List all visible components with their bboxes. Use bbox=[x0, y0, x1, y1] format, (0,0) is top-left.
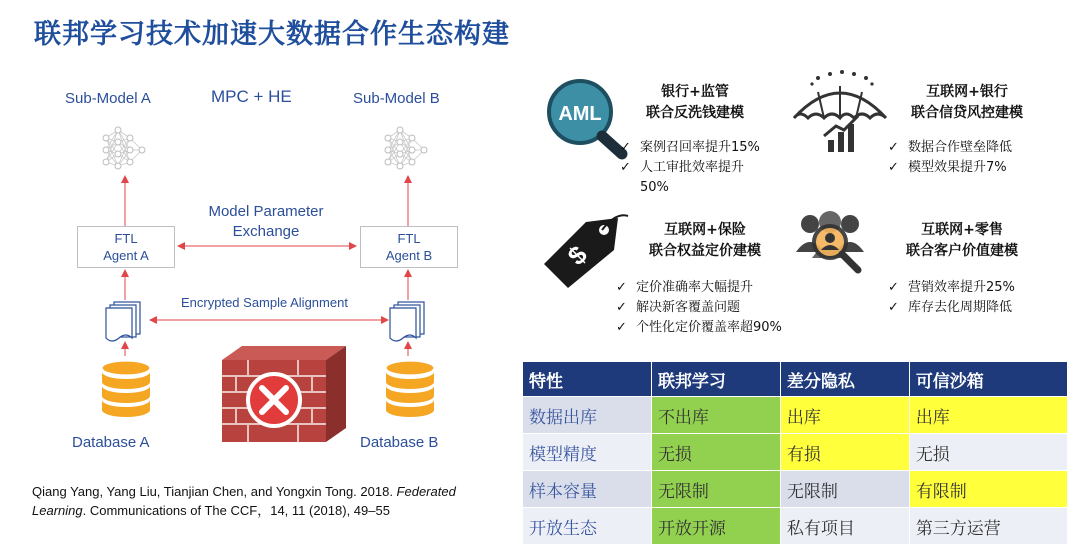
table-cell: 私有项目 bbox=[780, 508, 909, 545]
ftl-agent-a-line2: Agent A bbox=[103, 248, 149, 263]
table-cell: 无损 bbox=[909, 434, 1067, 471]
table-cell: 无损 bbox=[651, 434, 780, 471]
case-insurance-title-line2: 联合权益定价建模 bbox=[649, 243, 761, 259]
ftl-agent-b-line1: FTL bbox=[397, 231, 421, 246]
citation-title-part2: Learning bbox=[32, 503, 83, 518]
table-cell: 有损 bbox=[780, 434, 909, 471]
case-insurance-title-line1: 互联网+保险 bbox=[664, 222, 746, 238]
case-insurance-title bbox=[640, 220, 770, 262]
case-aml-title-line2: 联合反洗钱建模 bbox=[646, 105, 744, 121]
customer-search-icon bbox=[796, 208, 876, 276]
list-item: 库存去化周期降低 bbox=[908, 300, 1013, 315]
ftl-agent-b-line2: Agent B bbox=[385, 248, 433, 263]
table-cell: 无限制 bbox=[651, 471, 780, 508]
check-icon: ✓ bbox=[888, 160, 899, 175]
table-cell: 出库 bbox=[780, 397, 909, 434]
ftl-agent-a bbox=[77, 226, 175, 268]
table-cell: 无限制 bbox=[780, 471, 909, 508]
case-retail-title-line1: 互联网+零售 bbox=[921, 222, 1003, 238]
encrypted-alignment-label: Encrypted Sample Alignment bbox=[181, 295, 348, 310]
case-insurance-bullets bbox=[616, 278, 806, 338]
case-retail-bullets bbox=[888, 278, 1068, 318]
case-aml-title-line1: 银行+监管 bbox=[661, 84, 729, 100]
table-cell: 模型精度 bbox=[523, 434, 652, 471]
sub-model-b-label: Sub-Model B bbox=[353, 90, 440, 107]
database-b-label: Database B bbox=[360, 434, 439, 451]
aml-magnifier-icon bbox=[540, 78, 632, 160]
case-aml-title bbox=[630, 82, 760, 124]
citation-title-part1: Federated bbox=[396, 484, 456, 499]
database-a-icon bbox=[102, 361, 150, 417]
check-icon: ✓ bbox=[616, 300, 627, 315]
table-row bbox=[523, 434, 1068, 471]
table-cell: 数据出库 bbox=[523, 397, 652, 434]
svg-text:AML: AML bbox=[558, 103, 602, 125]
database-a-label: Database A bbox=[72, 434, 150, 451]
mpc-he-label: MPC + HE bbox=[211, 87, 292, 106]
sub-model-b-icon bbox=[385, 127, 427, 169]
case-retail-title-line2: 联合客户价值建模 bbox=[906, 243, 1018, 259]
model-parameter-line1: Model Parameter bbox=[208, 203, 324, 220]
sample-document-b-icon bbox=[390, 302, 424, 341]
svg-text:$: $ bbox=[561, 239, 594, 272]
table-cell: 不出库 bbox=[651, 397, 780, 434]
check-icon: ✓ bbox=[616, 320, 627, 335]
list-item: 营销效率提升25% bbox=[908, 280, 1015, 295]
ftl-agent-a-line1: FTL bbox=[114, 231, 138, 246]
check-icon: ✓ bbox=[616, 280, 627, 295]
sub-model-a-icon bbox=[103, 127, 145, 169]
table-cell: 开放开源 bbox=[651, 508, 780, 545]
list-item: 案例召回率提升15% bbox=[640, 140, 760, 155]
header-differential-privacy: 差分隐私 bbox=[780, 362, 909, 397]
check-icon: ✓ bbox=[620, 140, 631, 155]
table-cell: 开放生态 bbox=[523, 508, 652, 545]
citation-authors: Qiang Yang, Yang Liu, Tianjian Chen, and Yongxin Tong. 2018. bbox=[32, 484, 397, 499]
case-aml-bullets bbox=[620, 138, 790, 198]
header-feature: 特性 bbox=[523, 362, 652, 397]
firewall-icon bbox=[222, 346, 346, 442]
umbrella-chart-icon bbox=[788, 70, 888, 158]
list-item: 数据合作壁垒降低 bbox=[908, 140, 1013, 155]
list-item: 人工审批效率提升 bbox=[640, 160, 745, 175]
check-icon: ✓ bbox=[888, 280, 899, 295]
model-parameter-line2: Exchange bbox=[232, 223, 300, 240]
list-item: 解决新客覆盖问题 bbox=[636, 300, 741, 315]
model-parameter-exchange-label bbox=[190, 202, 342, 242]
table-header-row bbox=[523, 362, 1068, 397]
sample-document-a-icon bbox=[106, 302, 140, 341]
database-b-icon bbox=[386, 361, 434, 417]
table-cell: 出库 bbox=[909, 397, 1067, 434]
sub-model-a-label: Sub-Model A bbox=[65, 90, 151, 107]
case-credit-title-line1: 互联网+银行 bbox=[926, 84, 1008, 100]
case-credit-bullets bbox=[888, 138, 1068, 178]
list-item: 个性化定价覆盖率超90% bbox=[636, 320, 782, 335]
table-cell: 第三方运营 bbox=[909, 508, 1067, 545]
header-trusted-sandbox: 可信沙箱 bbox=[909, 362, 1067, 397]
check-icon: ✓ bbox=[620, 160, 631, 175]
table-row bbox=[523, 471, 1068, 508]
list-item: 模型效果提升7% bbox=[908, 160, 1007, 175]
case-credit-title-line2: 联合信贷风控建模 bbox=[911, 105, 1023, 121]
list-item: 定价准确率大幅提升 bbox=[636, 280, 754, 295]
table-row bbox=[523, 397, 1068, 434]
check-icon: ✓ bbox=[888, 300, 899, 315]
citation bbox=[32, 482, 502, 520]
table-row bbox=[523, 508, 1068, 545]
comparison-table bbox=[522, 361, 1068, 545]
table-cell: 有限制 bbox=[909, 471, 1067, 508]
citation-source: . Communications of The CCF，14, 11 (2018), 49–55 bbox=[82, 503, 390, 518]
table-cell: 样本容量 bbox=[523, 471, 652, 508]
header-federated-learning: 联邦学习 bbox=[651, 362, 780, 397]
list-item: 50% bbox=[640, 180, 669, 195]
case-retail-title bbox=[892, 220, 1032, 262]
federated-diagram bbox=[0, 0, 520, 548]
ftl-agent-b bbox=[360, 226, 458, 268]
case-credit-title bbox=[892, 82, 1042, 124]
check-icon: ✓ bbox=[888, 140, 899, 155]
page-title: 联邦学习技术加速大数据合作生态构建 bbox=[34, 19, 510, 50]
